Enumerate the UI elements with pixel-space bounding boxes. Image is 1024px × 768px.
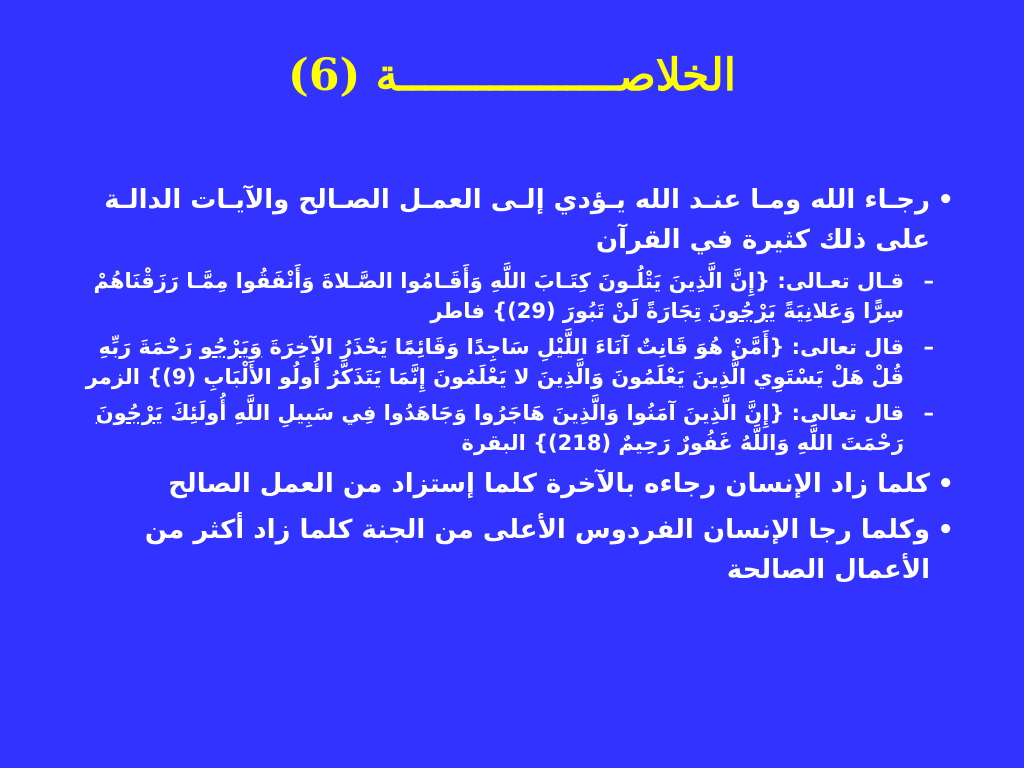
quote-item bbox=[74, 398, 934, 458]
bullet-item bbox=[74, 464, 954, 504]
slide-content bbox=[74, 180, 954, 596]
quote-text-before: قـال تعـالى: {إِنَّ الَّذِينَ يَتْلُـونَ كِتَـابَ اللَّهِ وَأَقَـامُوا الصَّـلاةَ وَأَنْفَقُوا مِمَّـا رَزَقْنَاهُمْ سِرًّا وَعَلانِيَةً bbox=[93, 269, 904, 323]
quote-item bbox=[74, 266, 934, 326]
dash-icon: – bbox=[923, 335, 934, 359]
bullet-item bbox=[74, 510, 954, 590]
bullet-text: وكلما رجا الإنسان الفردوس الأعلى من الجنة كلما زاد أكثر من الأعمال الصالحة bbox=[144, 515, 930, 585]
quote-underlined-word: يَرْجُونَ bbox=[708, 299, 776, 323]
quote-item bbox=[74, 332, 934, 392]
bullet-icon: • bbox=[937, 185, 954, 215]
quote-text-after: رَحْمَتَ اللَّهِ وَاللَّهُ غَفُورٌ رَحِيمٌ (218)} البقرة bbox=[461, 431, 904, 455]
bullet-icon: • bbox=[937, 469, 954, 499]
bullet-text: رجـاء الله ومـا عنـد الله يـؤدي إلـى العمـل الصـالح والآيـات الدالـة على ذلك كثيرة في القرآن bbox=[104, 185, 930, 255]
quote-text-after: تِجَارَةً لَنْ تَبُورَ (29)} فاطر bbox=[430, 299, 709, 323]
quote-text-after: رَحْمَةَ رَبِّهِ قُلْ هَلْ يَسْتَوِي الَّذِينَ يَعْلَمُونَ وَالَّذِينَ لا يَعْلَمُونَ إِنَّمَا يَتَذَكَّرُ أُولُو الأَلْبَابِ (9)} الزمر bbox=[85, 335, 904, 389]
bullet-text: كلما زاد الإنسان رجاءه بالآخرة كلما إستزاد من العمل الصالح bbox=[168, 469, 930, 499]
dash-icon: – bbox=[923, 401, 934, 425]
quote-text-before: قال تعالى: {أَمَّنْ هُوَ قَانِتٌ آنَاءَ اللَّيْلِ سَاجِدًا وَقَائِمًا يَحْذَرُ الآخِرَةَ bbox=[262, 335, 904, 359]
quote-underlined-word: يَرْجُونَ bbox=[95, 401, 163, 425]
bullet-item bbox=[74, 180, 954, 260]
slide-title: الخلاصـــــــــــــــــة (6) bbox=[288, 50, 736, 101]
bullet-icon: • bbox=[937, 515, 954, 545]
quote-underlined-word: وَيَرْجُو bbox=[199, 335, 263, 359]
quote-text-before: قال تعالى: {إِنَّ الَّذِينَ آمَنُوا وَالَّذِينَ هَاجَرُوا وَجَاهَدُوا فِي سَبِيلِ اللَّهِ أُولَئِكَ bbox=[162, 401, 904, 425]
dash-icon: – bbox=[923, 269, 934, 293]
